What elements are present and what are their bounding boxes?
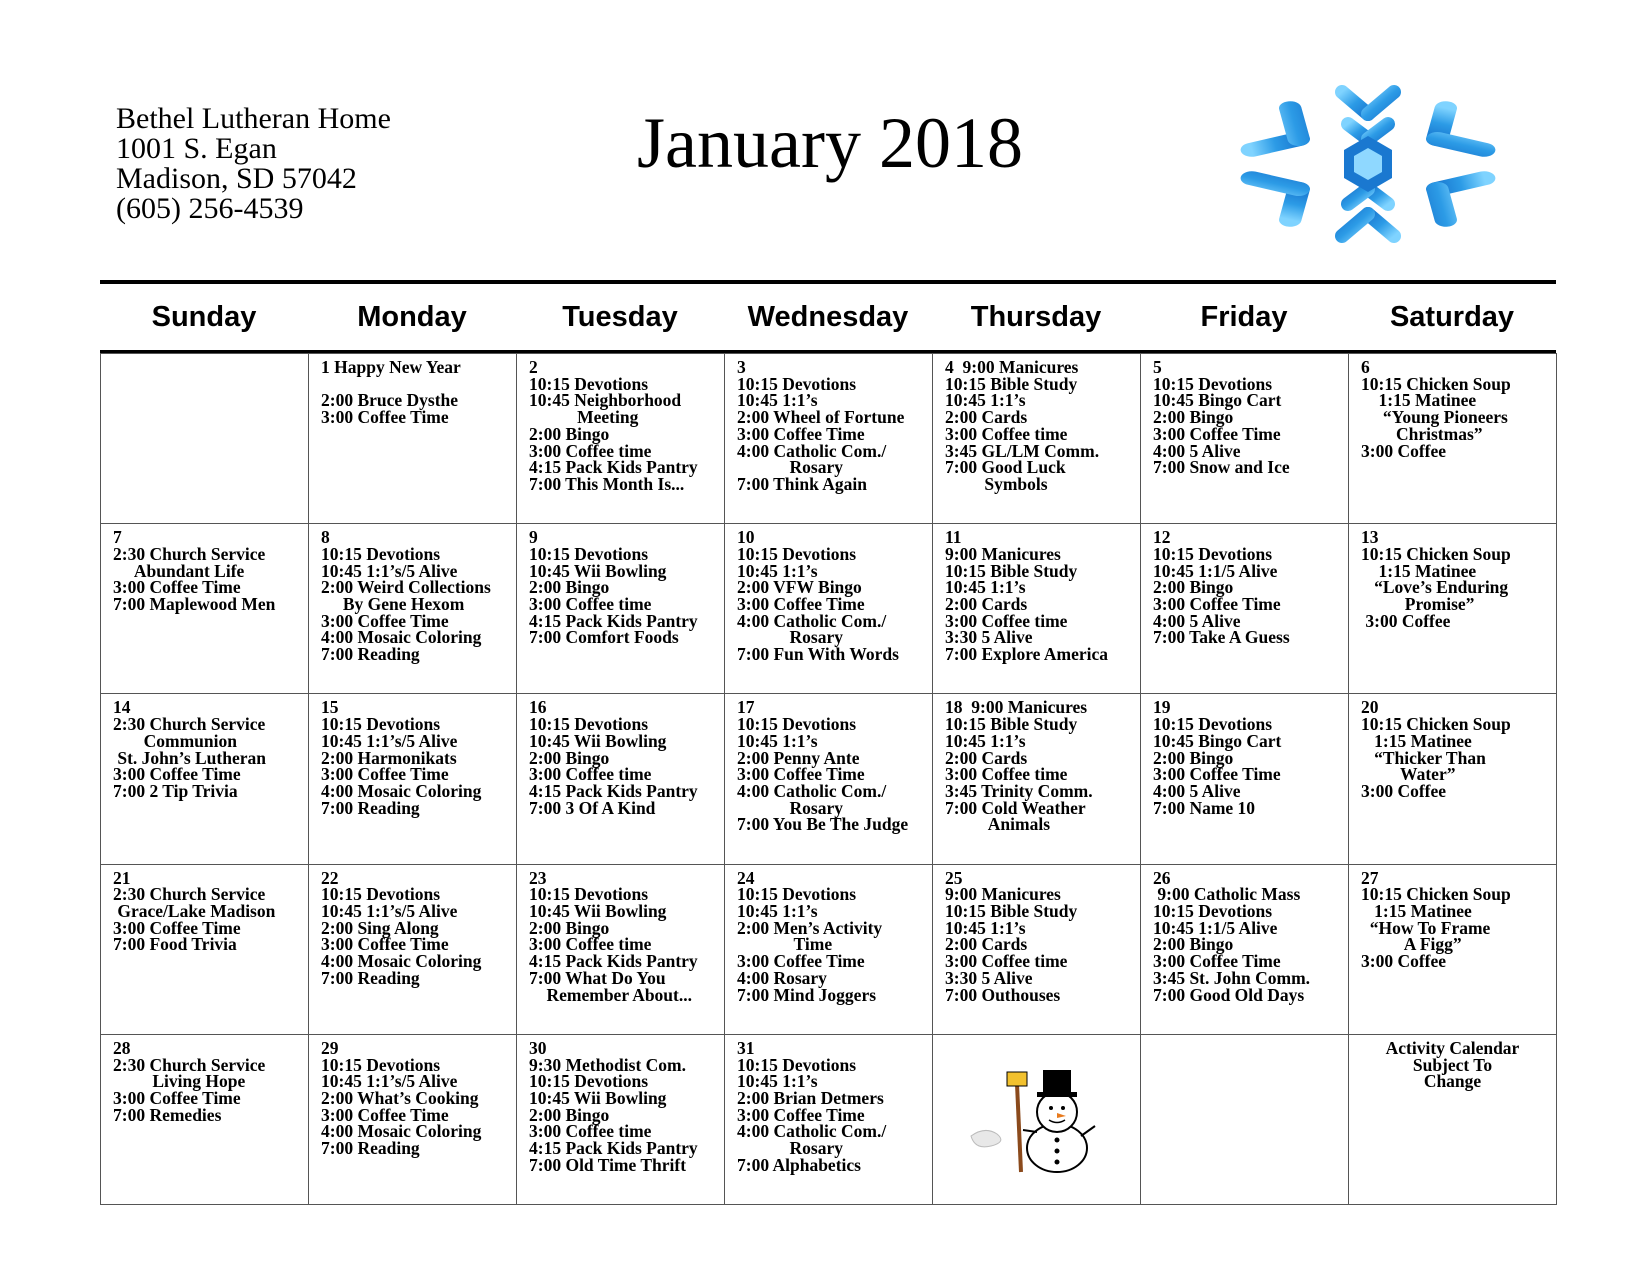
event-line: 10:45 1:1’s (945, 730, 1026, 751)
event-line: 2:00 Bruce Dysthe (321, 390, 459, 411)
event-line: 10:15 Chicken Soup (1361, 373, 1511, 394)
event-line: 7:00 Take A Guess (1153, 627, 1290, 648)
event-line: 10:15 Devotions (529, 543, 649, 564)
event-line: 2:00 Harmonikats (321, 747, 457, 768)
event-line: 10:15 Devotions (1153, 714, 1273, 735)
event-line: 2:30 Church Service (113, 884, 266, 905)
event-line: 3:00 Coffee Time (321, 764, 449, 785)
day-number-line: 12 (1153, 527, 1171, 548)
weekday-wednesday: Wednesday (747, 300, 909, 333)
event-line: 9:30 Methodist Com. (529, 1054, 686, 1075)
event-line: 7:00 Outhouses (945, 984, 1061, 1005)
event-line: 3:00 Coffee Time (737, 951, 865, 972)
day-cell (101, 1035, 309, 1205)
event-line: 4:00 Rosary (737, 967, 827, 988)
day-number-line: 15 (321, 697, 339, 718)
event-line: 2:00 Bingo (529, 423, 610, 444)
event-line: 10:45 1:1’s/5 Alive (321, 1071, 458, 1092)
day-number-line: 31 (737, 1037, 755, 1058)
day-cell (101, 524, 309, 694)
event-line: 10:45 1:1’s (737, 1071, 818, 1092)
event-line: 3:00 Coffee Time (321, 610, 449, 631)
event-line: 2:30 Church Service (113, 714, 266, 735)
event-line: 10:15 Devotions (529, 884, 649, 905)
address-block (116, 104, 391, 224)
event-line: Time (737, 934, 833, 955)
city-state-zip: Madison, SD 57042 (116, 162, 357, 195)
day-cell (1141, 354, 1349, 524)
event-line: 3:00 Coffee Time (737, 594, 865, 614)
day-number-line: 7 (113, 527, 122, 548)
event-line: 2:00 Brian Detmers (737, 1087, 884, 1108)
event-line: Rosary (737, 457, 843, 478)
event-line: 4:00 Mosaic Coloring (321, 627, 482, 648)
event-line: Abundant Life (113, 560, 245, 581)
event-line: 10:45 Neighborhood (529, 390, 682, 411)
day-cell (1141, 524, 1349, 694)
event-line: 7:00 Fun With Words (737, 644, 899, 665)
event-line: 7:00 Think Again (737, 473, 868, 494)
event-line: 3:00 Coffee Time (113, 917, 241, 938)
day-cell (725, 1035, 933, 1205)
event-line: 10:45 1:1’s/5 Alive (321, 730, 458, 751)
day-cell (1349, 865, 1557, 1035)
weekday-thursday: Thursday (970, 300, 1102, 333)
day-number-line: 28 (113, 1037, 131, 1058)
event-line: 2:00 Bingo (529, 917, 610, 938)
event-line: Rosary (737, 627, 843, 648)
event-line: 10:45 Wii Bowling (529, 560, 667, 581)
event-line: 7:00 What Do You (529, 967, 666, 988)
day-number-line: 13 (1361, 527, 1379, 548)
event-line: 10:45 1:1’s (945, 917, 1026, 938)
event-line: 4:15 Pack Kids Pantry (529, 1138, 698, 1159)
day-cell (725, 865, 933, 1035)
event-line: 2:00 Bingo (529, 577, 610, 598)
event-line: 1:15 Matinee (1361, 390, 1477, 411)
event-line: 7:00 Alphabetics (737, 1154, 861, 1175)
day-number-line: 21 (113, 867, 131, 888)
event-line: Symbols (945, 473, 1048, 494)
event-line: 3:00 Coffee (1361, 951, 1447, 972)
event-line: 10:45 1:1’s/5 Alive (321, 560, 458, 581)
event-line: 10:45 Bingo Cart (1153, 730, 1282, 751)
event-line: Water” (1361, 764, 1456, 785)
event-line: 10:15 Devotions (321, 1054, 441, 1075)
event-line: 2:30 Church Service (113, 1054, 266, 1075)
event-line: 10:15 Devotions (1153, 373, 1273, 394)
event-line: 2:00 Bingo (529, 747, 610, 768)
event-line: 4:15 Pack Kids Pantry (529, 951, 698, 972)
event-line: 10:15 Chicken Soup (1361, 714, 1511, 735)
event-line: Christmas” (1361, 423, 1483, 444)
day-number-line: 27 (1361, 867, 1379, 888)
event-line: 4:00 Catholic Com./ (737, 1121, 887, 1142)
event-line: 3:00 Coffee time (945, 423, 1068, 444)
event-line: 10:45 Wii Bowling (529, 730, 667, 751)
event-line: 2:00 Wheel of Fortune (737, 407, 905, 428)
calendar-grid (100, 353, 1557, 1205)
snowman-icon (965, 1056, 1115, 1176)
day-cell (517, 1035, 725, 1205)
event-line: 3:00 Coffee Time (113, 577, 241, 598)
day-cell (1141, 694, 1349, 864)
day-number-line: 26 (1153, 867, 1171, 888)
event-line: 2:00 Bingo (529, 1104, 610, 1125)
event-line: 7:00 Cold Weather (945, 797, 1086, 818)
event-line: 10:15 Bible Study (945, 560, 1078, 581)
event-line: 4:00 5 Alive (1153, 780, 1241, 801)
day-number-line: 19 (1153, 697, 1171, 718)
day-cell (1349, 524, 1557, 694)
event-line: 7:00 Good Luck (945, 457, 1066, 478)
day-number-line: 16 (529, 697, 547, 718)
day-cell (933, 524, 1141, 694)
day-cell (309, 694, 517, 864)
event-line: Promise” (1361, 594, 1475, 614)
event-line: St. John’s Lutheran (113, 747, 266, 768)
snowflake-icon (1218, 74, 1518, 254)
weekday-header (100, 284, 1556, 350)
event-line: 3:00 Coffee Time (1153, 764, 1281, 785)
event-line: 7:00 Name 10 (1153, 797, 1256, 818)
day-number-line: 14 (113, 697, 131, 718)
event-line: 7:00 Old Time Thrift (529, 1154, 687, 1175)
day-cell (101, 694, 309, 864)
day-number-line: 9 (529, 527, 538, 548)
event-line: By Gene Hexom (321, 594, 465, 614)
event-line: 2:00 Cards (945, 594, 1028, 614)
day-number-line: 2 (529, 357, 538, 377)
event-line: 3:00 Coffee time (945, 951, 1068, 972)
event-line: 10:15 Devotions (529, 1071, 649, 1092)
event-line: 10:45 Wii Bowling (529, 1087, 667, 1108)
event-line: 2:00 Cards (945, 407, 1028, 428)
event-line: Activity Calendar (1385, 1037, 1520, 1058)
event-line: 10:15 Devotions (321, 714, 441, 735)
event-line: Communion (113, 730, 237, 751)
event-line: 1:15 Matinee (1361, 901, 1472, 921)
weekday-saturday: Saturday (1389, 300, 1515, 333)
event-line: 3:00 Coffee time (529, 440, 652, 461)
day-cell (309, 1035, 517, 1205)
event-line: Meeting (529, 407, 639, 428)
event-line: 4:00 Mosaic Coloring (321, 780, 482, 801)
event-line: 10:15 Chicken Soup (1361, 884, 1511, 905)
event-line: 10:15 Devotions (321, 543, 441, 564)
event-line: 2:00 Cards (945, 934, 1028, 955)
day-number-line: 25 (945, 867, 963, 888)
day-cell (517, 524, 725, 694)
event-line: 4:00 Catholic Com./ (737, 610, 887, 631)
event-line: 3:00 Coffee Time (113, 764, 241, 785)
event-line: 10:45 Bingo Cart (1153, 390, 1282, 411)
day-cell (517, 354, 725, 524)
event-line: 1:15 Matinee (1361, 730, 1472, 751)
event-line: 2:00 Bingo (1153, 747, 1234, 768)
event-line: “Love’s Enduring (1361, 577, 1509, 598)
event-line: 7:00 Reading (321, 797, 420, 818)
event-line: 7:00 You Be The Judge (737, 814, 909, 835)
day-number-line: 30 (529, 1037, 547, 1058)
event-line: 7:00 Explore America (945, 644, 1108, 665)
event-line: 7:00 Mind Joggers (737, 984, 877, 1005)
event-line: 3:00 Coffee time (529, 764, 652, 785)
event-line: 4:00 Catholic Com./ (737, 440, 887, 461)
event-line: 4:00 Mosaic Coloring (321, 951, 482, 972)
event-line: 4:15 Pack Kids Pantry (529, 457, 698, 478)
event-line: 3:45 St. John Comm. (1153, 967, 1311, 988)
day-cell (725, 524, 933, 694)
event-line: 3:00 Coffee Time (1153, 423, 1281, 444)
event-line: 9:00 Manicures (945, 543, 1061, 564)
event-line: 10:15 Devotions (737, 714, 857, 735)
event-line: 10:15 Devotions (1153, 901, 1273, 921)
event-line: 3:00 Coffee Time (737, 423, 865, 444)
event-line: 4:00 Catholic Com./ (737, 780, 887, 801)
day-cell (309, 354, 517, 524)
day-number-line: 20 (1361, 697, 1379, 718)
event-line: 10:45 1:1’s/5 Alive (321, 901, 458, 921)
calendar-notice (1349, 1035, 1557, 1205)
event-line: Grace/Lake Madison (113, 901, 276, 921)
event-line: 7:00 Remedies (113, 1104, 222, 1125)
event-line: Remember About... (529, 984, 692, 1005)
event-line: 2:30 Church Service (113, 543, 266, 564)
event-line: 7:00 2 Tip Trivia (113, 780, 238, 801)
home-name: Bethel Lutheran Home (116, 102, 391, 135)
event-line: 7:00 Reading (321, 644, 420, 665)
event-line: 9:00 Manicures (945, 884, 1061, 905)
event-line: 3:00 Coffee time (529, 594, 652, 614)
event-line: 2:00 Bingo (1153, 407, 1234, 428)
day-cell (309, 865, 517, 1035)
event-line: 10:45 1:1/5 Alive (1153, 917, 1278, 938)
event-line: Rosary (737, 797, 843, 818)
event-line: 7:00 Snow and Ice (1153, 457, 1290, 478)
event-line: 2:00 What’s Cooking (321, 1087, 479, 1108)
event-line: 10:45 Wii Bowling (529, 901, 667, 921)
event-line: Animals (945, 814, 1051, 835)
day-cell (933, 1035, 1141, 1205)
event-line: “Young Pioneers (1361, 407, 1508, 428)
weekday-friday: Friday (1200, 300, 1288, 333)
day-number-line: 18 9:00 Manicures (945, 697, 1088, 718)
event-line: 3:00 Coffee Time (1153, 594, 1281, 614)
event-line: Rosary (737, 1138, 843, 1159)
day-cell (309, 524, 517, 694)
event-line: 3:00 Coffee time (945, 610, 1068, 631)
event-line: 3:45 GL/LM Comm. (945, 440, 1100, 461)
day-cell (517, 694, 725, 864)
event-line: 10:15 Chicken Soup (1361, 543, 1511, 564)
event-line: 2:00 Weird Collections (321, 577, 491, 598)
event-line: 3:00 Coffee Time (321, 934, 449, 955)
day-number-line: 23 (529, 867, 547, 888)
day-number-line: 3 (737, 357, 746, 377)
day-cell (1349, 354, 1557, 524)
page-title: January 2018 (637, 103, 1023, 183)
event-line: 10:15 Devotions (737, 543, 857, 564)
event-line: 7:00 Food Trivia (113, 934, 237, 955)
event-line: 3:00 Coffee Time (113, 1087, 241, 1108)
event-line: 4:00 Mosaic Coloring (321, 1121, 482, 1142)
event-line: 7:00 3 Of A Kind (529, 797, 656, 818)
event-line: 2:00 Cards (945, 747, 1028, 768)
event-line: 3:00 Coffee (1361, 440, 1447, 461)
event-line: 3:45 Trinity Comm. (945, 780, 1093, 801)
day-number-line: 17 (737, 697, 755, 718)
event-line: 10:45 1:1’s (945, 577, 1026, 598)
event-line: 10:15 Bible Study (945, 373, 1078, 394)
day-number-line: 1 Happy New Year (321, 357, 461, 377)
day-number-line: 24 (737, 867, 755, 888)
event-line: “Thicker Than (1361, 747, 1486, 768)
day-number-line: 29 (321, 1037, 339, 1058)
event-line: 3:30 5 Alive (945, 967, 1033, 988)
day-number-line: 5 (1153, 357, 1162, 377)
event-line: 2:00 Penny Ante (737, 747, 860, 768)
event-line: 2:00 Bingo (1153, 577, 1234, 598)
day-number-line: 8 (321, 527, 330, 548)
event-line: 10:15 Devotions (529, 373, 649, 394)
event-line: Subject To (1412, 1054, 1493, 1075)
day-cell (725, 694, 933, 864)
event-line: 10:15 Devotions (321, 884, 441, 905)
event-line: 10:45 1:1’s (945, 390, 1026, 411)
event-line: 7:00 This Month Is... (529, 473, 685, 494)
event-line: 4:15 Pack Kids Pantry (529, 780, 698, 801)
event-line: 7:00 Comfort Foods (529, 627, 679, 648)
event-line: 3:30 5 Alive (945, 627, 1033, 648)
day-cell (1141, 1035, 1349, 1205)
day-number-line: 10 (737, 527, 755, 548)
day-number-line: 6 (1361, 357, 1370, 377)
event-line: 2:00 VFW Bingo (737, 577, 862, 598)
day-cell (933, 865, 1141, 1035)
weekday-sunday: Sunday (151, 300, 257, 333)
event-line: 3:00 Coffee Time (737, 764, 865, 785)
event-line: 2:00 Bingo (1153, 934, 1234, 955)
event-line: 10:45 1:1’s (737, 390, 818, 411)
event-line: 10:45 1:1’s (737, 901, 818, 921)
phone-number: (605) 256-4539 (116, 192, 304, 225)
street-address: 1001 S. Egan (116, 132, 277, 165)
event-line: 4:00 5 Alive (1153, 440, 1241, 461)
day-number-line: 11 (945, 527, 962, 548)
event-line: 10:15 Bible Study (945, 714, 1078, 735)
event-line: 3:00 Coffee (1361, 610, 1451, 631)
event-line: 3:00 Coffee time (529, 934, 652, 955)
event-line: 7:00 Reading (321, 967, 420, 988)
event-line: 4:00 5 Alive (1153, 610, 1241, 631)
event-line: 10:15 Devotions (737, 884, 857, 905)
event-line: 3:00 Coffee Time (737, 1104, 865, 1125)
day-cell (101, 865, 309, 1035)
weekday-monday: Monday (357, 300, 467, 333)
event-line: 4:15 Pack Kids Pantry (529, 610, 698, 631)
day-cell (933, 694, 1141, 864)
day-number-line: 22 (321, 867, 339, 888)
day-cell (725, 354, 933, 524)
event-line: 7:00 Reading (321, 1138, 420, 1159)
weekday-tuesday: Tuesday (562, 300, 678, 333)
event-line: 3:00 Coffee (1361, 780, 1447, 801)
event-line: 3:00 Coffee Time (1153, 951, 1281, 972)
event-line: Living Hope (113, 1071, 246, 1092)
day-cell (517, 865, 725, 1035)
event-line: 2:00 Men’s Activity (737, 917, 883, 938)
event-line: 10:45 1:1/5 Alive (1153, 560, 1278, 581)
event-line: 9:00 Catholic Mass (1153, 884, 1301, 905)
event-line: 10:15 Devotions (529, 714, 649, 735)
event-line: 2:00 Sing Along (321, 917, 439, 938)
event-line: Change (1423, 1071, 1482, 1092)
event-line: 3:00 Coffee time (529, 1121, 652, 1142)
event-line: “How To Frame (1361, 917, 1491, 938)
day-number-line: 4 9:00 Manicures (945, 357, 1079, 377)
event-line: A Figg” (1361, 934, 1462, 955)
event-line: 10:15 Devotions (1153, 543, 1273, 564)
event-line: 10:15 Devotions (737, 1054, 857, 1075)
day-cell (933, 354, 1141, 524)
event-line: 10:15 Devotions (737, 373, 857, 394)
day-cell (101, 354, 309, 524)
event-line: 3:00 Coffee Time (321, 1104, 449, 1125)
event-line: 10:15 Bible Study (945, 901, 1078, 921)
event-line: 10:45 1:1’s (737, 730, 818, 751)
event-line: 10:45 1:1’s (737, 560, 818, 581)
event-line: 7:00 Good Old Days (1153, 984, 1305, 1005)
day-cell (1141, 865, 1349, 1035)
event-line: 3:00 Coffee time (945, 764, 1068, 785)
event-line: 3:00 Coffee Time (321, 407, 449, 428)
event-line: 1:15 Matinee (1361, 560, 1477, 581)
day-cell (1349, 694, 1557, 864)
event-line: 7:00 Maplewood Men (113, 594, 276, 614)
